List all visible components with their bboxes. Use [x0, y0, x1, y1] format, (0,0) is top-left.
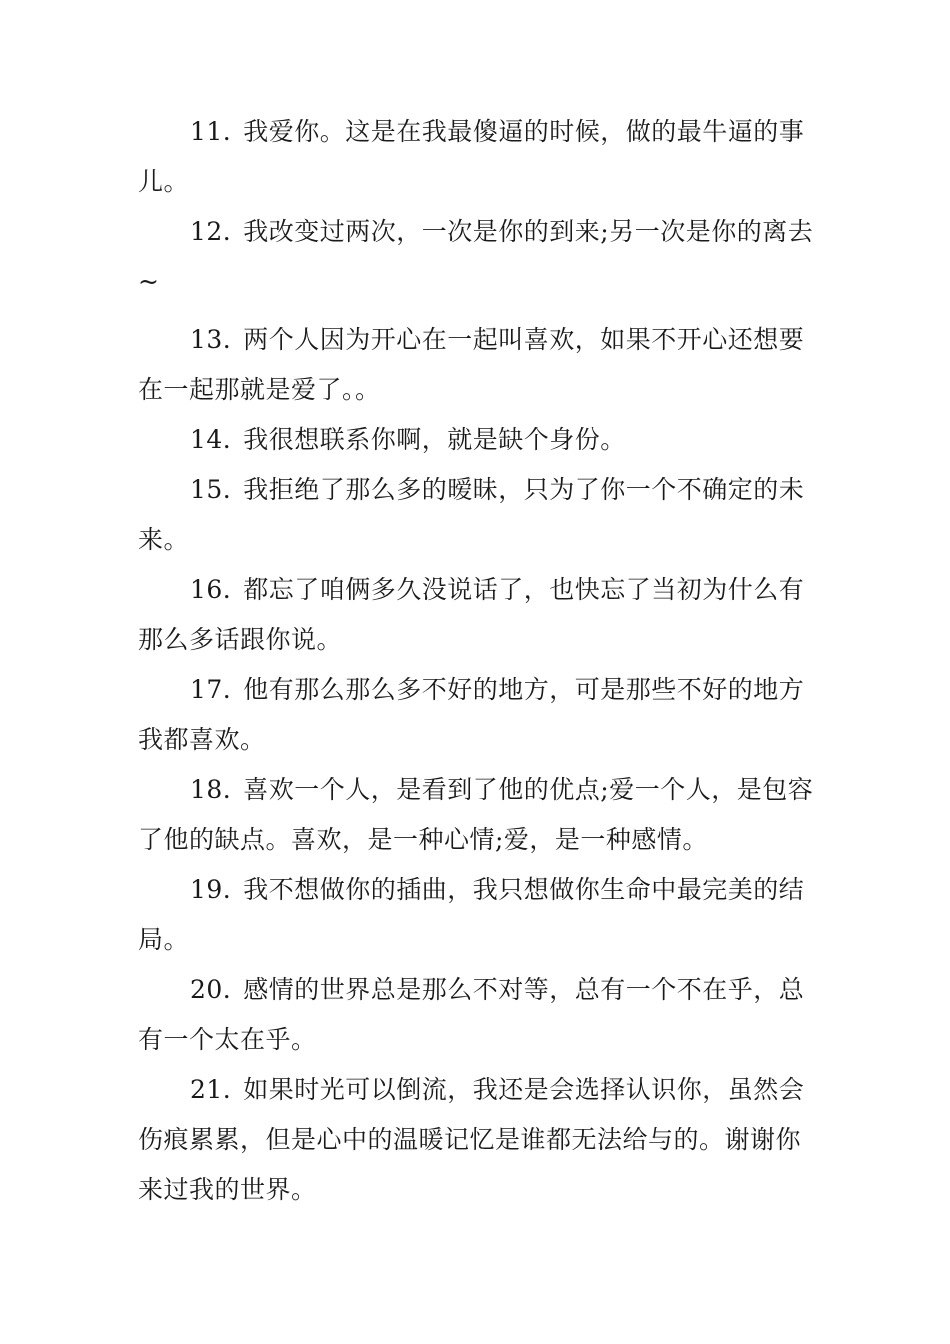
- item-text: 如果时光可以倒流，我还是会选择认识你，虽然会伤痕累累，但是心中的温暖记忆是谁都无法给与的。谢谢你来过我的世界。: [138, 1075, 805, 1204]
- paragraph-12: [138, 207, 818, 307]
- item-number: 15.: [190, 475, 232, 504]
- item-text: 都忘了咱俩多久没说话了，也快忘了当初为什么有那么多话跟你说。: [138, 575, 805, 654]
- item-number: 16.: [190, 575, 232, 604]
- paragraph-19: [138, 865, 818, 965]
- item-text: 感情的世界总是那么不对等，总有一个不在乎，总有一个太在乎。: [138, 975, 805, 1054]
- item-number: 17.: [190, 675, 232, 704]
- paragraph-11: [138, 107, 818, 207]
- paragraph-13: [138, 315, 818, 415]
- document-body: [138, 107, 818, 1215]
- item-number: 13.: [190, 325, 232, 354]
- item-number: 12.: [190, 217, 232, 246]
- paragraph-14: [138, 415, 818, 465]
- paragraph-15: [138, 465, 818, 565]
- paragraph-17: [138, 665, 818, 765]
- item-number: 21.: [190, 1075, 232, 1104]
- item-number: 11.: [190, 117, 232, 146]
- item-number: 20.: [190, 975, 232, 1004]
- paragraph-18: [138, 765, 818, 865]
- paragraph-16: [138, 565, 818, 665]
- item-text: 我爱你。这是在我最傻逼的时候，做的最牛逼的事儿。: [138, 117, 805, 196]
- item-text: 喜欢一个人，是看到了他的优点;爱一个人，是包容了他的缺点。喜欢，是一种心情;爱，是一种感情。: [138, 775, 814, 854]
- item-text: 两个人因为开心在一起叫喜欢，如果不开心还想要在一起那就是爱了。。: [138, 325, 805, 404]
- item-number: 14.: [190, 425, 232, 454]
- item-text: 我拒绝了那么多的暧昧，只为了你一个不确定的未来。: [138, 475, 805, 554]
- paragraph-21: [138, 1065, 818, 1215]
- item-text: 我很想联系你啊，就是缺个身份。: [243, 425, 626, 454]
- item-text: 他有那么那么多不好的地方，可是那些不好的地方我都喜欢。: [138, 675, 805, 754]
- item-number: 18.: [190, 775, 232, 804]
- item-text: 我不想做你的插曲，我只想做你生命中最完美的结局。: [138, 875, 805, 954]
- paragraph-20: [138, 965, 818, 1065]
- item-number: 19.: [190, 875, 232, 904]
- item-text: 我改变过两次，一次是你的到来;另一次是你的离去~: [138, 217, 814, 296]
